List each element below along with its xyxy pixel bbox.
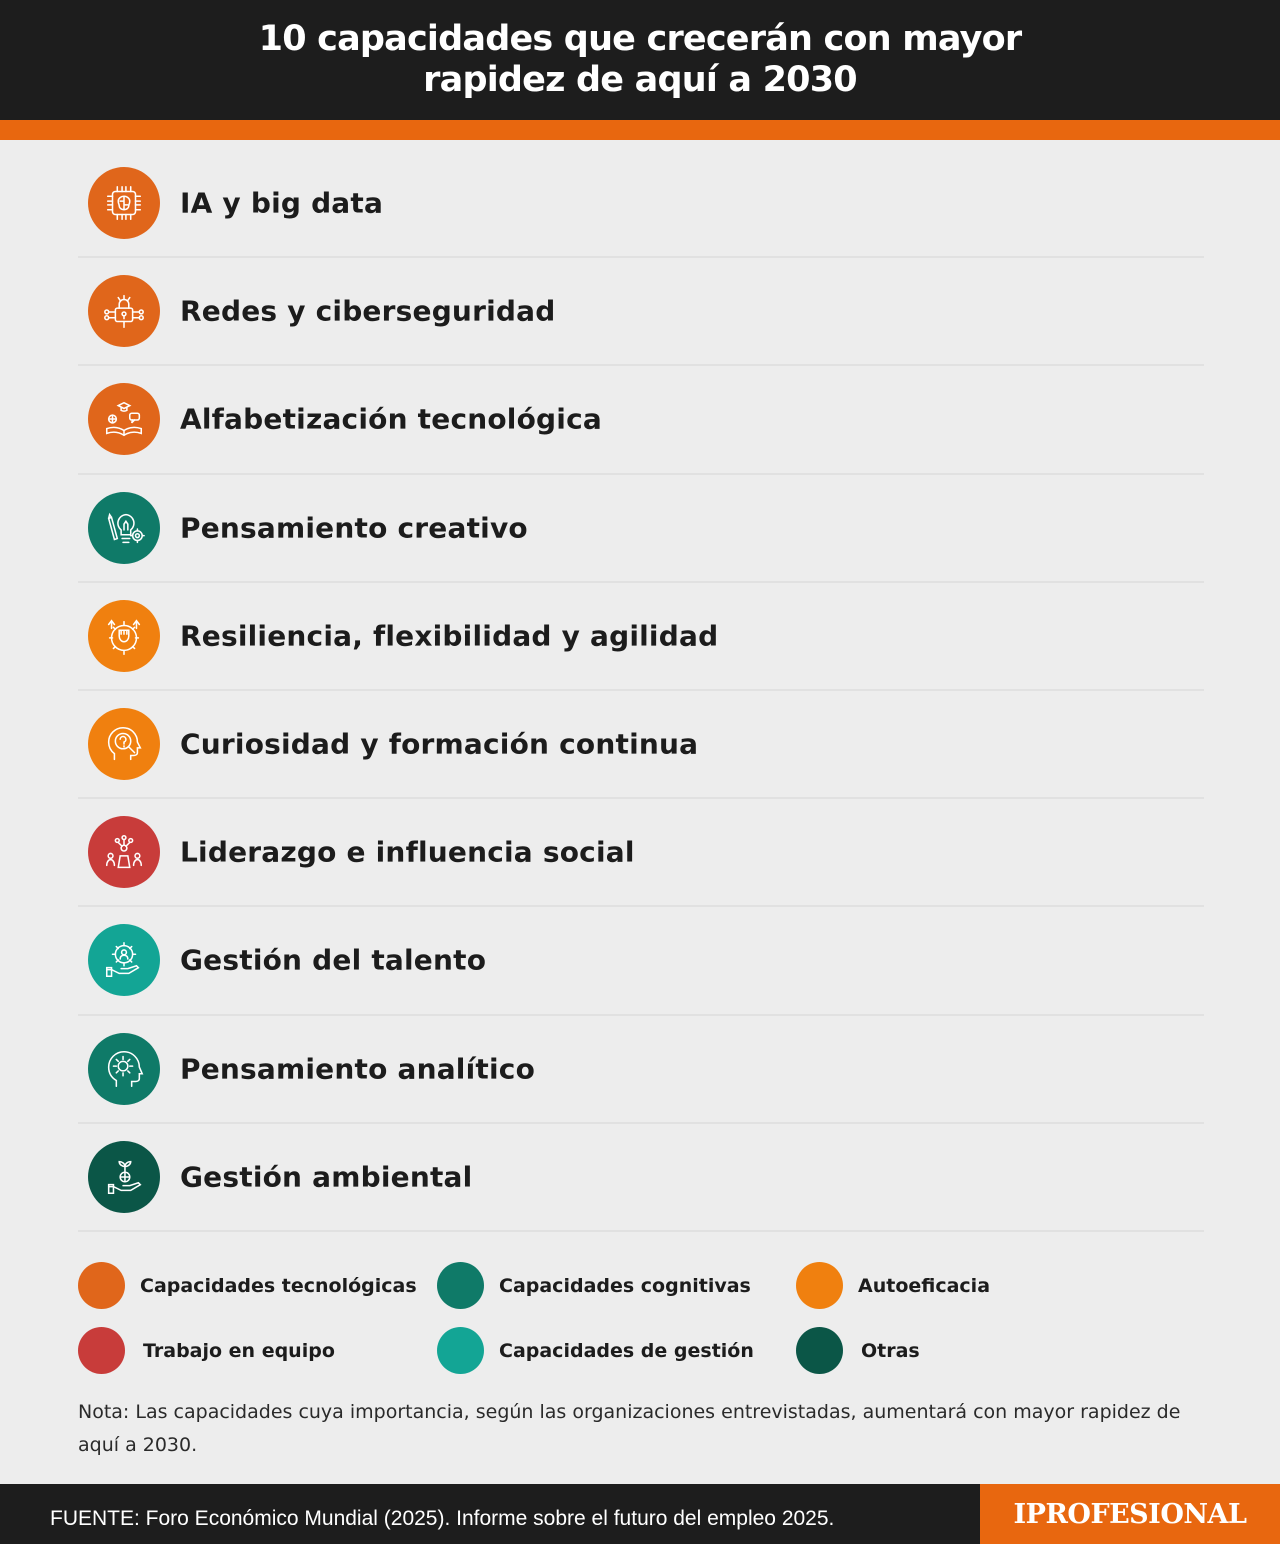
accent-bar [0,120,1280,140]
category-badge [88,1033,160,1105]
legend-swatch [796,1262,843,1309]
legend-label: Capacidades cognitivas [499,1274,751,1297]
skill-label: Curiosidad y formación continua [180,727,699,761]
legend-swatch [78,1327,125,1374]
legend-label: Capacidades de gestión [499,1339,754,1362]
skill-label: IA y big data [180,186,384,220]
source-text: FUENTE: Foro Económico Mundial (2025). Informe sobre el futuro del empleo 2025. [50,1507,835,1530]
skill-label: Redes y ciberseguridad [180,294,556,328]
legend-item [437,1262,751,1309]
legend-item [78,1262,417,1309]
skill-label: Gestión ambiental [180,1160,473,1194]
category-badge [88,1141,160,1213]
legend-item [78,1327,335,1374]
skills-list [78,150,1204,1232]
skill-row [78,1124,1204,1232]
skill-label: Liderazgo e influencia social [180,835,635,869]
category-badge [88,167,160,239]
hand-gear-person-icon [101,937,147,983]
brand-logo [980,1484,1280,1544]
fist-gear-icon [101,613,147,659]
network-lock-icon [101,288,147,334]
skill-row [78,366,1204,474]
skill-row [78,907,1204,1015]
legend-swatch [437,1327,484,1374]
skill-label: Pensamiento creativo [180,511,528,545]
skill-label: Pensamiento analítico [180,1052,536,1086]
skill-label: Resiliencia, flexibilidad y agilidad [180,619,719,653]
footnote: Nota: Las capacidades cuya importancia, según las organizaciones entrevistadas, aumentará con mayor rapidez de aquí a 2030. [78,1401,1181,1456]
skill-row [78,150,1204,258]
skill-label: Alfabetización tecnológica [180,402,602,436]
category-badge [88,708,160,780]
legend-item [796,1262,990,1309]
skill-row [78,475,1204,583]
page-title: 10 capacidades que crecerán con mayor rapidez de aquí a 2030 [258,19,1022,100]
legend-label: Autoeficacia [858,1274,991,1297]
header [0,0,1280,120]
legend-item [437,1327,754,1374]
legend [78,1262,1204,1377]
category-badge [88,275,160,347]
leader-team-icon [101,829,147,875]
skill-row [78,583,1204,691]
legend-label: Capacidades tecnológicas [140,1274,417,1297]
legend-swatch [78,1262,125,1309]
skill-row [78,1016,1204,1124]
category-badge [88,492,160,564]
legend-item [796,1327,920,1374]
book-graduation-icon [101,396,147,442]
brand-wordmark: IPROFESIONAL [1013,1498,1247,1530]
legend-swatch [437,1262,484,1309]
legend-label: Otras [861,1339,920,1362]
head-magnifier-icon [101,721,147,767]
skill-row [78,799,1204,907]
legend-label: Trabajo en equipo [143,1339,335,1362]
lightbulb-pencil-icon [101,505,147,551]
skill-row [78,258,1204,366]
skill-label: Gestión del talento [180,943,487,977]
category-badge [88,600,160,672]
legend-swatch [796,1327,843,1374]
ai-chip-brain-icon [101,180,147,226]
footer [0,1484,1280,1544]
hand-globe-plant-icon [101,1154,147,1200]
category-badge [88,924,160,996]
category-badge [88,816,160,888]
skill-row [78,691,1204,799]
category-badge [88,383,160,455]
head-gear-icon [101,1046,147,1092]
